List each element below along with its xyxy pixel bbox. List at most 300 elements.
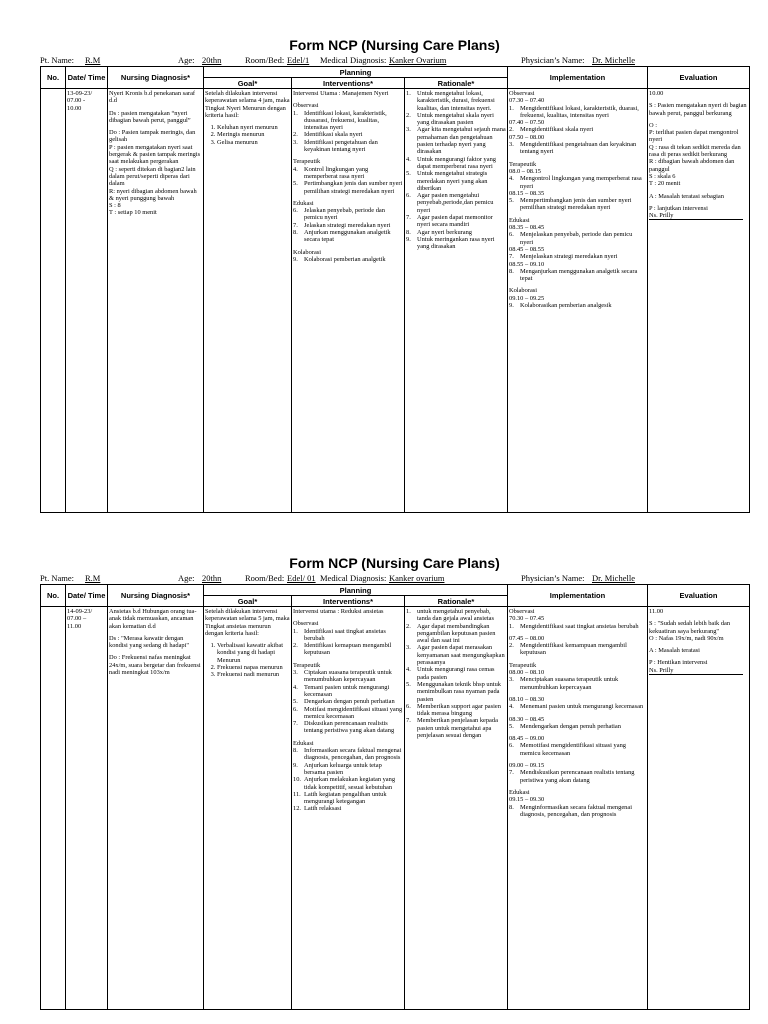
implementation-item	[509, 253, 646, 260]
goal-intro: Setelah dilakukan intervensi keperawatan selama 4 jam, maka Tingkat Nyeri Menurun dengan kriteria hasil:	[205, 90, 290, 119]
intervention-item	[293, 166, 403, 181]
intervention-item	[293, 628, 403, 643]
intervention-item	[293, 791, 403, 806]
item-text: Memotifasi mengidentifikasi situasi yang memicu kecemasan	[520, 742, 626, 757]
item-number: 5.	[406, 170, 411, 178]
item-number: 9.	[406, 235, 411, 243]
item-text: Agar pasien dapat memonitor nyeri secara mandiri	[417, 214, 493, 229]
item-text: Mengidentifikasi pengetahuan dan keyakinan tentang nyeri	[520, 141, 637, 156]
item-number: 6.	[509, 231, 514, 239]
item-text: Jelaskan penyebab, periode dan pemicu nyeri	[304, 207, 385, 222]
item-number: 1.	[406, 608, 411, 615]
item-text: Identifikasi kemapuan mengambil keputusan	[304, 642, 392, 657]
item-text: untuk mengetahui penyebab, tanda dan gejala awal ansietas	[417, 608, 495, 623]
item-text: Temani pasien untuk mengurangi kecemasan	[304, 683, 390, 698]
implementation-cell	[508, 607, 648, 1010]
implementation-list	[509, 175, 646, 190]
diagnosis-line: Do : Pasien tampak meringis, dan gelisah	[109, 129, 196, 144]
room-label: Room/Bed:	[245, 573, 285, 583]
intervention-item	[293, 684, 403, 699]
rationale-item	[406, 717, 506, 739]
item-text: Mengidentifikasi kemampuan mengambil keputusan	[520, 642, 627, 657]
diagnosis-line: Q : seperti ditekan di bagian2 lain dalam perut/seperti diperas dari dalam	[109, 165, 196, 188]
goal-criterion: 1. Verbalisasi kawatir akibat kondisi yang di hadapi Menurun	[217, 642, 290, 664]
item-number: 1.	[509, 622, 514, 630]
intervention-item	[293, 669, 403, 684]
item-text: Diskusikan perencanaan realistis tentang peristiwa yang akan datang	[304, 720, 395, 735]
evaluation-line: O :	[649, 121, 657, 129]
intervention-item	[293, 776, 403, 791]
date-time-cell	[66, 607, 108, 1010]
item-text: Untuk mengetahui strategis meredakan nyeri yang akan diberikan	[417, 170, 488, 192]
implementation-item	[509, 302, 646, 309]
header-evaluation: Evaluation	[648, 67, 750, 89]
medical-diagnosis: Kanker ovarium	[389, 573, 445, 583]
goal-cell	[204, 89, 292, 513]
rationale-item	[406, 229, 506, 236]
intervention-item	[293, 642, 403, 657]
item-text: Latih kegiatan pengalihan untuk mengurangi ketegangan	[304, 790, 387, 806]
item-text: Mengontrol lingkungan yang memperberat rasa nyeri	[520, 175, 642, 190]
item-text: Untuk mengetahui lokasi, karakteristik, durasi, frekuensi kualitas, dan intensitas nyeri.	[417, 90, 495, 112]
implementation-time: 09.15 – 09.30	[509, 796, 545, 804]
implementation-item	[509, 175, 646, 190]
item-text: Agar dapat membandingkan pengambilan keputusan pasien awal dan saat ini	[417, 622, 496, 645]
intervention-heading: Kolaborasi	[293, 248, 322, 256]
rationale-cell	[405, 89, 508, 513]
rationale-item	[406, 90, 506, 112]
implementation-heading: Edukasi	[509, 216, 530, 224]
item-text: Identifikasi skala nyeri	[304, 131, 363, 139]
item-text: Menggunakan teknik bhsp untuk menimbulkan rasa nyaman pada pasien	[417, 680, 501, 703]
rationale-item	[406, 214, 506, 229]
implementation-time: 08.55 – 09.10	[509, 260, 545, 268]
implementation-list	[509, 623, 646, 630]
intervention-item	[293, 698, 403, 705]
diagnosis-line: Nyeri Kronis b.d penekanan saraf d.d	[109, 90, 196, 105]
implementation-list	[509, 703, 646, 710]
rationale-item	[406, 126, 506, 155]
item-number: 2.	[406, 111, 411, 119]
implementation-list	[509, 126, 646, 133]
item-text: Motifasi mengidentifikasi situasi yang memicu kecemasan	[304, 705, 403, 720]
item-text: Anjurkan melakukan kegiatan yang tidak kompetitif, sesuai kebutuhan	[304, 776, 396, 791]
item-number: 9.	[509, 302, 514, 310]
intervention-item	[293, 139, 403, 154]
rationale-item	[406, 156, 506, 171]
patient-age: 20thn	[202, 573, 222, 583]
implementation-heading: Terapeutik	[509, 160, 537, 168]
item-text: Menjelaskan strategi meredakan nyeri	[520, 253, 618, 261]
item-number: 7.	[406, 214, 411, 222]
intervention-item	[293, 222, 403, 229]
item-number: 7.	[509, 253, 514, 261]
item-text: Identifikasi lokasi, karakteristik, dussarasi, frekuensi, kualitas, intensitas nyeri	[304, 109, 387, 132]
goal-criterion: 3. Gelisa menurun	[217, 139, 290, 146]
item-text: Kolaborasi pemberian analgetik	[304, 255, 386, 263]
signature-line	[649, 667, 748, 675]
intervention-heading: Terapeutik	[293, 158, 321, 166]
diagnosis-line: Do : Frekuensi nafas meningkat 24x/m, suara bergetar dan frekuensi nadi meningkat 103x/m	[109, 654, 201, 677]
implementation-item	[509, 703, 646, 710]
header-date-time: Date/ Time	[66, 67, 108, 89]
item-number: 7.	[406, 717, 411, 725]
item-number: 5.	[509, 197, 514, 205]
implementation-list	[509, 268, 646, 283]
rationale-item	[406, 623, 506, 645]
item-number: 3.	[509, 676, 514, 684]
intervention-list	[293, 166, 403, 195]
item-text: Anjurkan keluarga untuk tetap bersama pasien	[304, 761, 382, 776]
rationale-item	[406, 644, 506, 666]
evaluation-cell	[648, 89, 750, 513]
item-number: 4.	[293, 683, 298, 691]
intervention-list	[293, 628, 403, 657]
goal-criterion: 2. Frekuensi napas menurun	[217, 664, 290, 671]
diagnosis-line: R: nyeri dibagian abdomen bawah & nyeri punggung bawah	[109, 187, 197, 202]
item-number: 4.	[509, 175, 514, 183]
item-text: Agar pasien dapat merasakan kenyamanan saat mengungkapkan perasaanya	[417, 644, 505, 667]
item-text: Identifikasi pengetahuan dan keyakinan tentang nyeri	[304, 138, 378, 154]
diagnosis-line: Ds : pasien mengatakan “nyeri dibagian bawah perut, panggul”	[109, 109, 191, 124]
intervention-heading: Intervensi Utama : Manajemen Nyeri	[293, 90, 389, 97]
goal-intro: Setelah dilakukan intervensi keperawatan selama 5 jam, maka Tingkat ansietas menurun dengan kriteria hasil:	[205, 608, 290, 637]
item-text: Kontrol lingkungan yang memperberat rasa nyeri	[304, 165, 369, 180]
evaluation-line: A : Masalah teratasi	[649, 647, 700, 655]
header-implementation: Implementation	[508, 585, 648, 607]
intervention-item	[293, 706, 403, 721]
intervention-item	[293, 720, 403, 735]
item-text: Mendengarkan dengan penuh perhatian	[520, 722, 621, 730]
item-text: Anjurkan menggunakan analgetik secara tepat	[304, 229, 391, 244]
implementation-time: 08.0 – 08.15	[509, 167, 541, 175]
medical-diagnosis: Kanker Ovarium	[389, 55, 447, 65]
patient-name-label: Pt. Name:	[40, 573, 74, 583]
implementation-heading: Observasi	[509, 608, 535, 615]
row-number-cell	[41, 607, 66, 1010]
rationale-list	[406, 608, 506, 739]
item-number: 8.	[509, 803, 514, 811]
item-number: 1.	[509, 104, 514, 112]
item-text: Mengidentifikasi lokasi, karakteristik, duarasi, frekuensi, kualitas, intensitas nyeri	[520, 104, 639, 119]
implementation-time: 07.40 – 07.50	[509, 119, 545, 127]
implementation-time: 07.30 – 07.40	[509, 97, 545, 105]
intervention-heading: Observasi	[293, 102, 319, 110]
rationale-item	[406, 112, 506, 127]
patient-name: R.M	[85, 55, 101, 65]
item-text: Untuk mengetahui skala nyeri yang dirasakan pasien	[417, 111, 494, 127]
item-text: Mendiskusikan perencanaan realistis tentang peristiwa yang akan datang	[520, 769, 635, 784]
header-no: No.	[41, 67, 66, 89]
physician-name: Dr. Michelle	[592, 573, 635, 583]
evaluation-line: 10.00	[649, 90, 664, 97]
item-text: Agar kita mengetahui sejauh mana pemahaman dan pengetahuan pasien terhadap nyeri yang dirasakan	[417, 126, 506, 156]
rationale-item	[406, 681, 506, 703]
date-time-line: 10.00	[67, 104, 82, 112]
nurse-signature: Ns. Prilly	[649, 212, 743, 220]
evaluation-line: P: terlihat pasien dapat mengontrol nyeri	[649, 129, 739, 144]
patient-info	[40, 54, 749, 66]
evaluation-line: S : "Sudah sedah lebih baik dan kekuatiran saya berkurang"	[649, 620, 731, 635]
implementation-list	[509, 197, 646, 212]
implementation-list	[509, 231, 646, 246]
implementation-time: 09.00 – 09.15	[509, 762, 545, 770]
header-goal: Goal*	[204, 78, 292, 89]
physician-label: Physician’s Name:	[521, 55, 585, 65]
item-text: Identifikasi saat tingkat ansietas berubah	[304, 627, 386, 642]
item-text: Mengidentifikasi saat tingkat ansietas berubah	[520, 622, 639, 630]
implementation-item	[509, 231, 646, 246]
item-text: Menginformasikan secara faktual mengenai diagnosis, pencegahan, dan prognosis	[520, 803, 632, 818]
implementation-time: 08.15 – 08.35	[509, 189, 545, 197]
implementation-list	[509, 769, 646, 784]
implementation-item	[509, 723, 646, 730]
item-text: Latih relaksasi	[304, 805, 342, 813]
implementation-list	[509, 804, 646, 819]
header-date-time: Date/ Time	[66, 585, 108, 607]
item-text: Jelaskan strategi meredakan nyeri	[304, 221, 391, 229]
header-interventions: Interventions*	[292, 596, 405, 607]
age-label: Age:	[178, 55, 195, 65]
item-text: Menganjurkan menggunakan analgetik secara tepat	[520, 267, 638, 283]
medical-diagnosis-label: Medical Diagnosis:	[320, 55, 387, 65]
signature-line	[649, 212, 748, 220]
diagnosis-line: S : 8	[109, 202, 121, 210]
header-planning: Planning	[204, 585, 508, 596]
patient-room: Edel/ 01	[287, 573, 316, 583]
header-row	[41, 585, 750, 596]
item-text: Menciptakan suasana terapeutik untuk menumbuhkan kepercayaan	[520, 676, 619, 691]
implementation-item	[509, 141, 646, 156]
implementation-item	[509, 197, 646, 212]
date-time-line: 07.00 -	[67, 97, 86, 105]
item-number: 2.	[406, 622, 411, 630]
implementation-item	[509, 742, 646, 757]
item-text: Mempertimbangkan jenis dan sumber nyeri pemilihan strategi meredakan nyeri	[520, 197, 632, 212]
item-number: 1.	[293, 109, 298, 117]
rationale-item	[406, 608, 506, 623]
header-planning: Planning	[204, 67, 508, 78]
item-number: 4.	[509, 703, 514, 711]
evaluation-line: R : dibagian bawah abdomen dan panggul	[649, 158, 735, 173]
item-text: Untuk mengurangi rasa cemas pada pasien	[417, 666, 495, 681]
header-interventions: Interventions*	[292, 78, 405, 89]
intervention-item	[293, 110, 403, 132]
item-number: 7.	[509, 769, 514, 777]
implementation-time: 07.50 – 08.00	[509, 133, 545, 141]
intervention-list	[293, 256, 403, 263]
age-label: Age:	[178, 573, 195, 583]
item-text: Agar pasien mengetahui penyebab,periode,dan pemicu nyeri	[417, 192, 494, 214]
implementation-heading: Edukasi	[509, 788, 530, 796]
item-number: 8.	[406, 228, 411, 236]
item-number: 9.	[293, 255, 298, 263]
header-rationale: Rationale*	[405, 596, 508, 607]
item-number: 5.	[406, 680, 411, 688]
care-plan-table	[40, 584, 750, 1010]
item-number: 6.	[406, 702, 411, 710]
evaluation-line: A : Masalah teratasi sebagian	[649, 192, 724, 200]
care-plan-table	[40, 66, 750, 513]
item-number: 6.	[406, 192, 411, 200]
implementation-list	[509, 642, 646, 657]
item-number: 7.	[293, 221, 298, 229]
diagnosis-line: Ds : "Merasa kawatir dengan kondisi yang sedang di hadapi"	[109, 634, 189, 650]
intervention-heading: Intervensi utama : Reduksi ansietas	[293, 608, 384, 615]
item-number: 3.	[406, 126, 411, 134]
item-text: Mengidentifikasi skala nyeri	[520, 126, 594, 134]
intervention-item	[293, 207, 403, 222]
intervention-list	[293, 207, 403, 243]
diagnosis-line: T : setiap 10 menit	[109, 209, 157, 217]
item-number: 5.	[293, 180, 298, 188]
form-title: Form NCP (Nursing Care Plans)	[289, 555, 500, 571]
item-text: Informasikan secara faktual mengenai diagnosis, pencegahan, dan prognosis	[304, 747, 402, 762]
rationale-item	[406, 170, 506, 192]
patient-name-label: Pt. Name:	[40, 55, 74, 65]
header-nursing-diagnosis: Nursing Diagnosis*	[108, 585, 204, 607]
item-text: Agar nyeri berkurang	[417, 228, 473, 236]
intervention-item	[293, 747, 403, 762]
header-rationale: Rationale*	[405, 78, 508, 89]
item-number: 10.	[293, 776, 301, 784]
intervention-item	[293, 762, 403, 777]
item-text: Menjelaskan penyebab, periode dan pemicu nyeri	[520, 231, 633, 246]
item-number: 5.	[293, 698, 298, 706]
item-number: 3.	[293, 138, 298, 146]
evaluation-line: S : skala 6	[649, 172, 676, 180]
goal-criterion: 1. Keluhan nyeri menurun	[217, 124, 290, 131]
item-number: 3.	[509, 141, 514, 149]
medical-diagnosis-label: Medical Diagnosis:	[320, 573, 387, 583]
intervention-item	[293, 131, 403, 138]
interventions-cell	[292, 607, 405, 1010]
physician-label: Physician’s Name:	[521, 573, 585, 583]
diagnosis-line: P : pasien mengatakan nyeri saat bergerak & pasien tampak meringis saat melakukan pergerakan	[109, 143, 201, 166]
intervention-list	[293, 669, 403, 735]
rationale-item	[406, 703, 506, 718]
item-number: 8.	[293, 747, 298, 755]
implementation-list	[509, 723, 646, 730]
implementation-time: 08.00 – 08.10	[509, 669, 545, 677]
item-text: Kolaborasikan pemberian analgesik	[520, 302, 612, 310]
item-number: 2.	[293, 131, 298, 139]
implementation-list	[509, 105, 646, 120]
implementation-time: 08.30 – 08.45	[509, 715, 545, 723]
evaluation-line: 11.00	[649, 608, 664, 615]
goal-criterion: 2. Meringis menurun	[217, 131, 290, 138]
rationale-item	[406, 666, 506, 681]
header-goal: Goal*	[204, 596, 292, 607]
date-time-line: 13-09-23/	[67, 90, 93, 97]
date-time-line: 14-09-23/	[67, 608, 93, 615]
ncp-form	[40, 554, 749, 1010]
item-number: 3.	[293, 669, 298, 677]
header-nursing-diagnosis: Nursing Diagnosis*	[108, 67, 204, 89]
implementation-item	[509, 804, 646, 819]
item-text: Untuk mengurangi faktor yang dapat memperberat rasa nyeri	[417, 155, 496, 170]
item-text: Memberikan support agar pasien tidak merasa bingung	[417, 702, 501, 718]
item-number: 6.	[293, 705, 298, 713]
date-time-cell	[66, 89, 108, 513]
goal-criterion: 3. Frekuensi nadi menurun	[217, 671, 290, 678]
implementation-time: 08.10 – 08.30	[509, 695, 545, 703]
item-text: Untuk meringankan rasa nyeri yang dirasakan	[417, 235, 495, 251]
item-text: Menemani pasien untuk mengurangi kecemasan	[520, 703, 644, 711]
diagnosis-line: Ansietas b.d Hubungan orang tua-anak tidak memuaskan, ancaman akan kematian d.d	[109, 608, 197, 630]
item-text: Dengarkan dengan penuh perhatian	[304, 698, 395, 706]
rationale-list	[406, 90, 506, 251]
item-text: Pertimbangkan jenis dan sumber nyeri pemilihan strategi meredakan nyeri	[304, 180, 403, 195]
item-number: 4.	[293, 165, 298, 173]
care-plan-row	[41, 607, 750, 1010]
implementation-time: 07.45 – 08.00	[509, 634, 545, 642]
date-time-line: 07.00 –	[67, 615, 87, 623]
header-evaluation: Evaluation	[648, 585, 750, 607]
implementation-item	[509, 623, 646, 630]
row-number-cell	[41, 89, 66, 513]
physician-name: Dr. Michelle	[592, 55, 635, 65]
implementation-item	[509, 268, 646, 283]
goal-cell	[204, 607, 292, 1010]
implementation-list	[509, 302, 646, 309]
implementation-heading: Kolaborasi	[509, 287, 538, 295]
item-number: 4.	[406, 666, 411, 674]
intervention-item	[293, 256, 403, 263]
implementation-time: 08.35 – 08.45	[509, 224, 545, 232]
implementation-heading: Observasi	[509, 90, 535, 97]
implementation-time: 70.30 – 07.45	[509, 615, 545, 623]
intervention-heading: Edukasi	[293, 739, 314, 747]
implementation-item	[509, 105, 646, 120]
implementation-list	[509, 253, 646, 260]
nursing-diagnosis-cell	[108, 607, 204, 1010]
item-number: 6.	[293, 207, 298, 215]
intervention-item	[293, 180, 403, 195]
item-text: Ciptakan suasana terapeutik untuk menumbuhkan kepercayaan	[304, 669, 392, 684]
evaluation-line: P : lanjutkan intervensi	[649, 204, 708, 212]
evaluation-cell	[648, 607, 750, 1010]
care-plan-row	[41, 89, 750, 513]
evaluation-line: S : Pasien mengatakan nyeri di bagian bawah perut, panggul berkurang	[649, 102, 747, 117]
interventions-cell	[292, 89, 405, 513]
intervention-item	[293, 805, 403, 812]
room-label: Room/Bed:	[245, 55, 285, 65]
header-row	[41, 67, 750, 78]
item-number: 6.	[509, 742, 514, 750]
item-number: 5.	[509, 722, 514, 730]
ncp-form	[40, 36, 749, 513]
header-no: No.	[41, 585, 66, 607]
implementation-list	[509, 141, 646, 156]
implementation-item	[509, 642, 646, 657]
nursing-diagnosis-cell	[108, 89, 204, 513]
evaluation-line: P : Hentikan intervensi	[649, 659, 708, 667]
intervention-list	[293, 110, 403, 154]
item-text: Memberikan penjelasan kepada pasien untuk mengetahui apa penjelasan sesuai dengan	[417, 717, 498, 740]
header-implementation: Implementation	[508, 67, 648, 89]
nurse-signature: Ns. Prilly	[649, 667, 743, 675]
item-number: 3.	[406, 644, 411, 652]
item-number: 2.	[509, 126, 514, 134]
intervention-heading: Edukasi	[293, 199, 314, 207]
goal-criteria-list	[205, 124, 290, 146]
evaluation-line: Q : rasa di tekan sedikit mereda dan rasa di peras sedikit berkurang	[649, 143, 741, 159]
date-time-line: 11.00	[67, 622, 82, 630]
item-number: 1.	[406, 90, 411, 97]
implementation-time: 09.10 – 09.25	[509, 294, 545, 302]
patient-room: Edel/1	[287, 55, 310, 65]
